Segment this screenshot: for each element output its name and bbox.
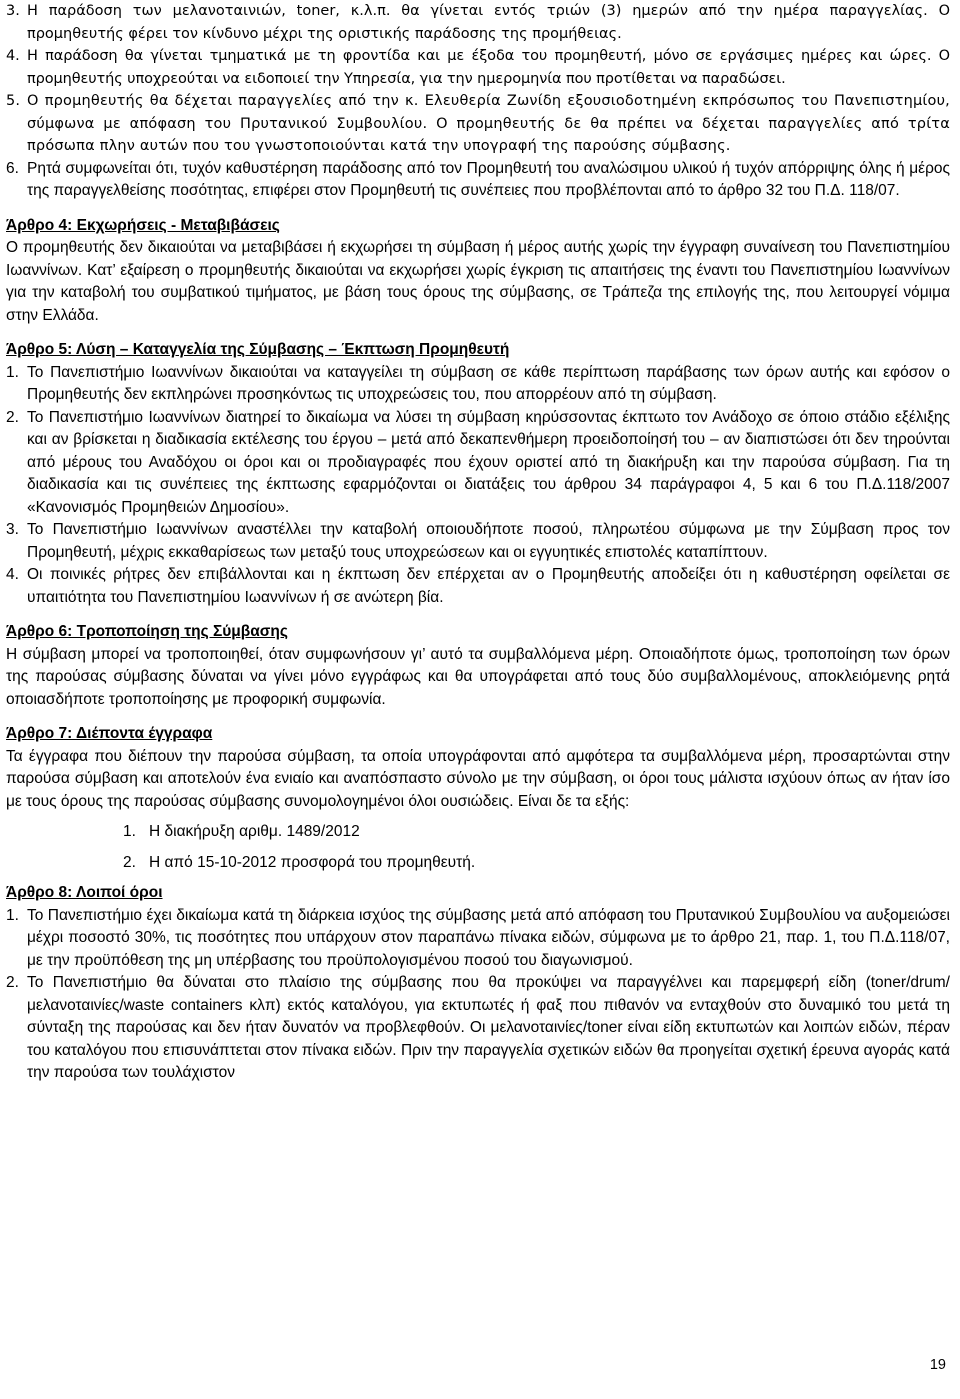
document-text: Η από 15-10-2012 προσφορά του προμηθευτή. <box>149 853 476 871</box>
lead-clause-6 <box>6 158 950 203</box>
governing-document-item <box>6 821 950 844</box>
article-7-text: Τα έγγραφα που διέπουν την παρούσα σύμβαση, τα οποία υπογράφονται από αμφότερα τα συμβαλλόμενα μέρη, προσαρτώνται στην παρούσα σύμβαση και αποτελούν ένα ενιαίο και αναπόσπαστο σύνολο με την σύμβαση, οι όροι τους μάλιστα ισχύουν όπως αν ήταν ίσο με τους όρους της παρούσας σύμβασης συνομολογημένοι όλοι ουσιώδεις. Είναι δε τα εξής: <box>6 747 950 810</box>
article-7 <box>6 723 950 874</box>
page-number: 19 <box>929 1357 946 1373</box>
clause-number: 4. <box>6 566 19 583</box>
clause-number: 6. <box>6 159 19 177</box>
clause-number: 1. <box>6 906 19 924</box>
clause-number: 1. <box>6 363 19 381</box>
governing-document-item <box>6 852 950 875</box>
clause-number: 2. <box>6 408 19 426</box>
article-5-title: Άρθρο 5: Λύση – Καταγγελία της Σύμβασης – Έκπτωση Προμηθευτή <box>6 341 510 358</box>
clause-text: Ο προμηθευτής θα δέχεται παραγγελίες από την κ. Ελευθερία Ζωνίδη εξουσιοδοτημένη εκπρόσωπος του Πανεπιστημίου, σύμφωνα με απόφαση του Πρυτανικού Συμβουλίου. Ο προμηθευτής δε θα πρέπει να δέχεται παραγγελίες από τρίτα πρόσωπα πλην αυτών που του γνωστοποιούνται κατά την υπογραφή της παρούσης σύμβασης. <box>27 93 950 154</box>
article-6 <box>6 621 950 711</box>
clause-text: Το Πανεπιστήμιο Ιωαννίνων αναστέλλει την καταβολή οποιουδήποτε ποσού, πληρωτέου σύμφωνα με την Σύμβαση προς τον Προμηθευτή, μέχρις εκκαθαρίσεως των μεταξύ τους υποχρεώσεων και οι εγγυητικές επιστολές καταπίπτουν. <box>27 521 950 561</box>
lead-clauses <box>6 0 950 203</box>
governing-documents-list <box>6 821 950 874</box>
clause-text: Το Πανεπιστήμιο έχει δικαίωμα κατά τη διάρκεια ισχύος της σύμβασης μετά από απόφαση του Πρυτανικού Συμβουλίου να αυξομειώσει μέχρι ποσοστό 30%, τις ποσότητες που υπάρχουν στον παραπάνω πίνακα ειδών, σύμφωνα με το άρθρο 21, παρ. 1, του Π.Δ.118/07, με την προϋπόθεση της μη υπέρβασης του προϋπολογισμένου ποσού του διαγωνισμού. <box>27 906 950 969</box>
clause-number: 4. <box>6 48 20 64</box>
article-8-clause-1 <box>6 905 950 973</box>
article-4-title: Άρθρο 4: Εκχωρήσεις - Μεταβιβάσεις <box>6 216 280 234</box>
clause-text: Το Πανεπιστήμιο θα δύναται στο πλαίσιο της σύμβασης που θα προκύψει να παραγγέλνει και παρεμφερή είδη (toner/drum/μελανοταινίες/waste containers κλπ) εκτός καταλόγου, για εκτυπωτές ή φαξ που πιθανόν να ενταχθούν στο δυναμικό του μετά τη σύνταξη της παρούσας και δεν ήταν δυνατόν να προβλεφθούν. Οι μελανοταινίες/toner είναι είδη εκτυπωτών και λοιπών ειδών, πέραν του καταλόγου που επισυνάπτεται στον πίνακα ειδών. Πριν την παραγγελία σχετικών ειδών θα προηγείται σχετική έρευνα αγοράς κατά την παρούσα των τουλάχιστον <box>27 974 950 1081</box>
article-5-clause-1 <box>6 362 950 407</box>
clause-number: 5. <box>6 93 21 109</box>
article-5-clause-2 <box>6 407 950 520</box>
article-6-text: Η σύμβαση μπορεί να τροποποιηθεί, όταν συμφωνήσουν γι’ αυτό τα συμβαλλόμενα μέρη. Οποιαδήποτε όμως, τροποποίηση των όρων της παρούσας σύμβασης δύναται να γίνει μόνο εγγράφως και θα υπογράφεται από τους δύο συμβαλλομένους, αποκλειόμενης ρητά οποιασδήποτε τροποποίησης με προφορική συμφωνία. <box>6 645 950 708</box>
clause-text: Οι ποινικές ρήτρες δεν επιβάλλονται και η έκπτωση δεν επέρχεται αν ο Προμηθευτής αποδείξει ότι η καθυστέρηση οφείλεται σε υπαιτιότητα του Πανεπιστημίου Ιωαννίνων ή σε ανώτερη βία. <box>27 566 950 606</box>
document-number: 2. <box>123 853 136 871</box>
article-7-title: Άρθρο 7: Διέποντα έγγραφα <box>6 725 213 742</box>
clause-text: Η παράδοση των μελανοταινιών, toner, κ.λ.π. θα γίνεται εντός τριών (3) ημερών από την ημέρα παραγγελίας. Ο προμηθευτής φέρει τον κίνδυνο μέχρι της οριστικής παράδοσης της προμήθειας. <box>27 3 950 42</box>
article-4-text: Ο προμηθευτής δεν δικαιούται να μεταβιβάσει ή εκχωρήσει τη σύμβαση ή μέρος αυτής χωρίς την έγγραφη συναίνεση του Πανεπιστημίου Ιωαννίνων. Κατ’ εξαίρεση ο προμηθευτής δικαιούται να εκχωρήσει χωρίς έγκριση τις απαιτήσεις της έναντι του Πανεπιστημίου Ιωαννίνων για την καταβολή του συμβατικού τιμήματος, με βάση τους όρους της σύμβασης, σε Τράπεζα της επιλογής της, που λειτουργεί νόμιμα στην Ελλάδα. <box>6 239 950 324</box>
article-4 <box>6 215 950 328</box>
clause-text: Ρητά συμφωνείται ότι, τυχόν καθυστέρηση παράδοσης από τον Προμηθευτή του αναλώσιμου υλικού ή τυχόν απόρριψης όλης ή μέρος της παραγγελθείσης ποσότητας, επιφέρει στον Προμηθευτή τις συνέπειες που προβλέπονται από το άρθρο 32 του Π.Δ. 118/07. <box>27 159 950 199</box>
article-8-title: Άρθρο 8: Λοιποί όροι <box>6 884 163 901</box>
clause-text: Η παράδοση θα γίνεται τμηματικά με τη φροντίδα και με έξοδα του προμηθευτή, μόνο σε εργάσιμες ημέρες και ώρες. Ο προμηθευτής υποχρεούται να ειδοποιεί την Υπηρεσία, για την ημερομηνία που προτίθεται να παραδώσει. <box>27 48 950 87</box>
clause-number: 2. <box>6 974 19 991</box>
lead-clause-4 <box>6 45 950 90</box>
clause-number: 3. <box>6 521 19 538</box>
article-8 <box>6 882 950 1085</box>
article-6-title: Άρθρο 6: Τροποποίηση της Σύμβασης <box>6 623 288 640</box>
document-text: Η διακήρυξη αριθμ. 1489/2012 <box>149 823 360 840</box>
article-5-clause-4 <box>6 564 950 609</box>
clause-text: Το Πανεπιστήμιο Ιωαννίνων διατηρεί το δικαίωμα να λύσει τη σύμβαση κηρύσσοντας έκπτωτο τον Ανάδοχο σε όποιο στάδιο εξέλιξης και αν βρίσκεται η διαδικασία εκτέλεσης του έργου – μετά από δεκαπενθήμερη προειδοποίησή του – αν διαπιστώσει ότι δεν τηρούνται από μέρους του Αναδόχου οι όροι και οι προδιαγραφές που έχουν οριστεί από τη διακήρυξη και την παρούσα σύμβαση. Για τη διαδικασία και τις συνέπειες της έκπτωσης εφαρμόζονται οι διατάξεις του άρθρου 34 παράγραφοι 4, 5 και 6 του Π.Δ.118/2007 «Κανονισμός Προμηθειών Δημοσίου». <box>27 408 950 516</box>
article-5 <box>6 339 950 609</box>
clause-number: 3. <box>6 3 20 19</box>
article-5-clause-3 <box>6 519 950 564</box>
lead-clause-3 <box>6 0 950 45</box>
article-8-clause-2 <box>6 972 950 1085</box>
lead-clause-5 <box>6 90 950 158</box>
clause-text: Το Πανεπιστήμιο Ιωαννίνων δικαιούται να καταγγείλει τη σύμβαση σε κάθε περίπτωση παράβασης των όρων αυτής και εφόσον ο Προμηθευτής δεν εκπληρώνει προσηκόντως τις υποχρεώσεις του, που απορρέουν από τη σύμβαση. <box>27 363 950 403</box>
document-number: 1. <box>123 823 136 840</box>
